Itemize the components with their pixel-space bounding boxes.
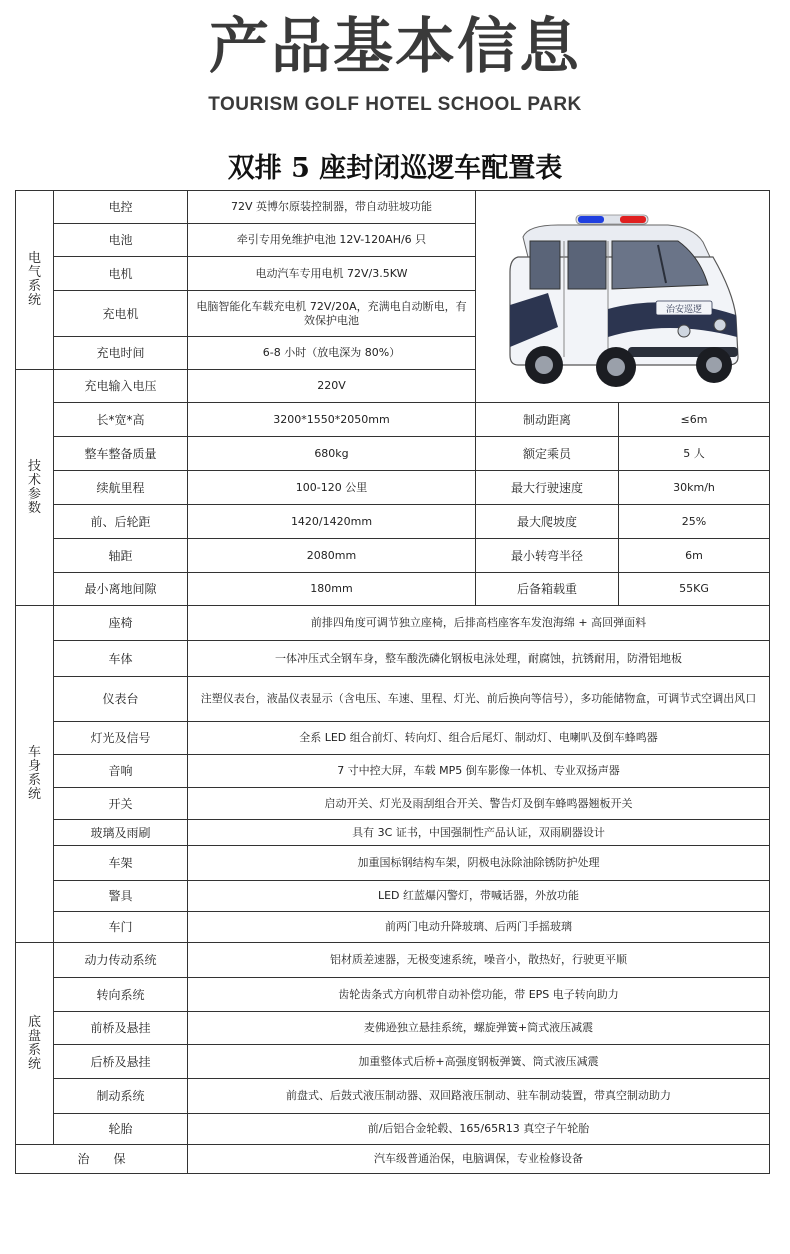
row-label: 最大行驶速度 — [476, 471, 619, 505]
row-value: 麦佛逊独立悬挂系统，螺旋弹簧+筒式液压减震 — [188, 1012, 770, 1045]
table-row — [16, 403, 770, 437]
warranty-label: 治 保 — [16, 1145, 188, 1174]
table-row — [16, 471, 770, 505]
table-row — [16, 1079, 770, 1114]
warranty-value: 汽车级普通治保，电脑调保，专业检修设备 — [188, 1145, 770, 1174]
spec-table — [15, 190, 770, 1174]
row-value: 前盘式、后鼓式液压制动器、双回路液压制动、驻车制动装置，带真空制动助力 — [188, 1079, 770, 1114]
product-photo — [476, 191, 770, 403]
table-row — [16, 943, 770, 978]
row-value: 6-8 小时（放电深为 80%） — [188, 337, 476, 370]
row-value: 前两门电动升降玻璃、后两门手摇玻璃 — [188, 912, 770, 943]
category-body: 车身系统 — [16, 606, 54, 943]
row-value: LED 红蓝爆闪警灯，带喊话器，外放功能 — [188, 881, 770, 912]
row-value: 加重国标钢结构车架，阴极电泳除油除锈防护处理 — [188, 846, 770, 881]
row-value: 1420/1420mm — [188, 505, 476, 539]
row-label: 音响 — [54, 755, 188, 788]
row-value: 加重整体式后桥+高强度钢板弹簧、筒式液压减震 — [188, 1045, 770, 1079]
row-value: 电脑智能化车载充电机 72V/20A，充满电自动断电，有效保护电池 — [188, 291, 476, 337]
row-label: 整车整备质量 — [54, 437, 188, 471]
row-label: 电控 — [54, 191, 188, 224]
row-value: 铝材质差速器，无极变速系统，噪音小，散热好，行驶更平顺 — [188, 943, 770, 978]
row-value: 680kg — [188, 437, 476, 471]
row-label: 电池 — [54, 224, 188, 257]
row-value: 7 寸中控大屏，车载 MP5 倒车影像一体机、专业双扬声器 — [188, 755, 770, 788]
row-value: 齿轮齿条式方向机带自动补偿功能，带 EPS 电子转向助力 — [188, 978, 770, 1012]
table-row — [16, 505, 770, 539]
row-label: 灯光及信号 — [54, 722, 188, 755]
row-value: 3200*1550*2050mm — [188, 403, 476, 437]
row-label: 车体 — [54, 641, 188, 677]
row-label: 轴距 — [54, 539, 188, 573]
category-electrical: 电气系统 — [16, 191, 54, 370]
row-label: 玻璃及雨刷 — [54, 820, 188, 846]
row-label: 后备箱载重 — [476, 573, 619, 606]
table-row — [16, 788, 770, 820]
row-value: 注塑仪表台，液晶仪表显示（含电压、车速、里程、灯光、前后换向等信号），多功能储物盒，可调节式空调出风口 — [188, 677, 770, 722]
table-row — [16, 881, 770, 912]
row-value: 72V 英博尔原装控制器，带自动驻坡功能 — [188, 191, 476, 224]
row-label: 车门 — [54, 912, 188, 943]
row-value: 电动汽车专用电机 72V/3.5KW — [188, 257, 476, 291]
row-value: 前/后铝合金轮毂、165/65R13 真空子午轮胎 — [188, 1114, 770, 1145]
row-label: 仪表台 — [54, 677, 188, 722]
row-label: 警具 — [54, 881, 188, 912]
row-label: 充电输入电压 — [54, 370, 188, 403]
table-row — [16, 722, 770, 755]
row-label: 轮胎 — [54, 1114, 188, 1145]
row-value: ≤6m — [619, 403, 770, 437]
row-label: 续航里程 — [54, 471, 188, 505]
row-value: 220V — [188, 370, 476, 403]
row-label: 前桥及悬挂 — [54, 1012, 188, 1045]
category-technical: 技术参数 — [16, 370, 54, 606]
table-title: 双排 5 座封闭巡逻车配置表 — [227, 153, 563, 184]
row-label: 开关 — [54, 788, 188, 820]
row-value: 具有 3C 证书，中国强制性产品认证，双雨刷器设计 — [188, 820, 770, 846]
table-row — [16, 191, 770, 224]
table-row — [16, 641, 770, 677]
category-chassis: 底盘系统 — [16, 943, 54, 1145]
row-value: 前排四角度可调节独立座椅，后排高档座客车发泡海绵 + 高回弹面料 — [188, 606, 770, 641]
row-label: 制动系统 — [54, 1079, 188, 1114]
row-value: 30km/h — [619, 471, 770, 505]
row-value: 2080mm — [188, 539, 476, 573]
row-label: 最小转弯半径 — [476, 539, 619, 573]
row-label: 电机 — [54, 257, 188, 291]
row-label: 座椅 — [54, 606, 188, 641]
table-row — [16, 606, 770, 641]
table-row — [16, 820, 770, 846]
patrol-cart-image — [488, 197, 758, 397]
patrol-badge-text: 治安巡逻 — [665, 304, 702, 315]
table-row — [16, 978, 770, 1012]
table-row — [16, 677, 770, 722]
row-label: 最小离地间隙 — [54, 573, 188, 606]
page-title: 产品基本信息 — [209, 12, 581, 82]
page-subtitle: TOURISM GOLF HOTEL SCHOOL PARK — [208, 94, 582, 115]
table-row — [16, 1045, 770, 1079]
row-value: 全系 LED 组合前灯、转向灯、组合后尾灯、制动灯、电喇叭及倒车蜂鸣器 — [188, 722, 770, 755]
table-row — [16, 1145, 770, 1174]
row-value: 5 人 — [619, 437, 770, 471]
table-row — [16, 573, 770, 606]
row-label: 充电时间 — [54, 337, 188, 370]
row-label: 转向系统 — [54, 978, 188, 1012]
row-value: 6m — [619, 539, 770, 573]
table-row — [16, 755, 770, 788]
row-label: 充电机 — [54, 291, 188, 337]
table-row — [16, 846, 770, 881]
row-label: 最大爬坡度 — [476, 505, 619, 539]
row-value: 25% — [619, 505, 770, 539]
row-label: 制动距离 — [476, 403, 619, 437]
blue-light-icon — [578, 216, 604, 223]
row-value: 一体冲压式全钢车身，整车酸洗磷化钢板电泳处理，耐腐蚀，抗锈耐用，防滑铝地板 — [188, 641, 770, 677]
table-row — [16, 437, 770, 471]
row-label: 后桥及悬挂 — [54, 1045, 188, 1079]
row-label: 长*宽*高 — [54, 403, 188, 437]
row-value: 牵引专用免维护电池 12V-120AH/6 只 — [188, 224, 476, 257]
row-label: 前、后轮距 — [54, 505, 188, 539]
red-light-icon — [620, 216, 646, 223]
row-label: 额定乘员 — [476, 437, 619, 471]
row-label: 动力传动系统 — [54, 943, 188, 978]
table-row — [16, 1012, 770, 1045]
table-row — [16, 912, 770, 943]
row-value: 启动开关、灯光及雨刮组合开关、警告灯及倒车蜂鸣器翘板开关 — [188, 788, 770, 820]
row-value: 100-120 公里 — [188, 471, 476, 505]
table-row — [16, 539, 770, 573]
table-row — [16, 1114, 770, 1145]
row-value: 180mm — [188, 573, 476, 606]
row-label: 车架 — [54, 846, 188, 881]
row-value: 55KG — [619, 573, 770, 606]
